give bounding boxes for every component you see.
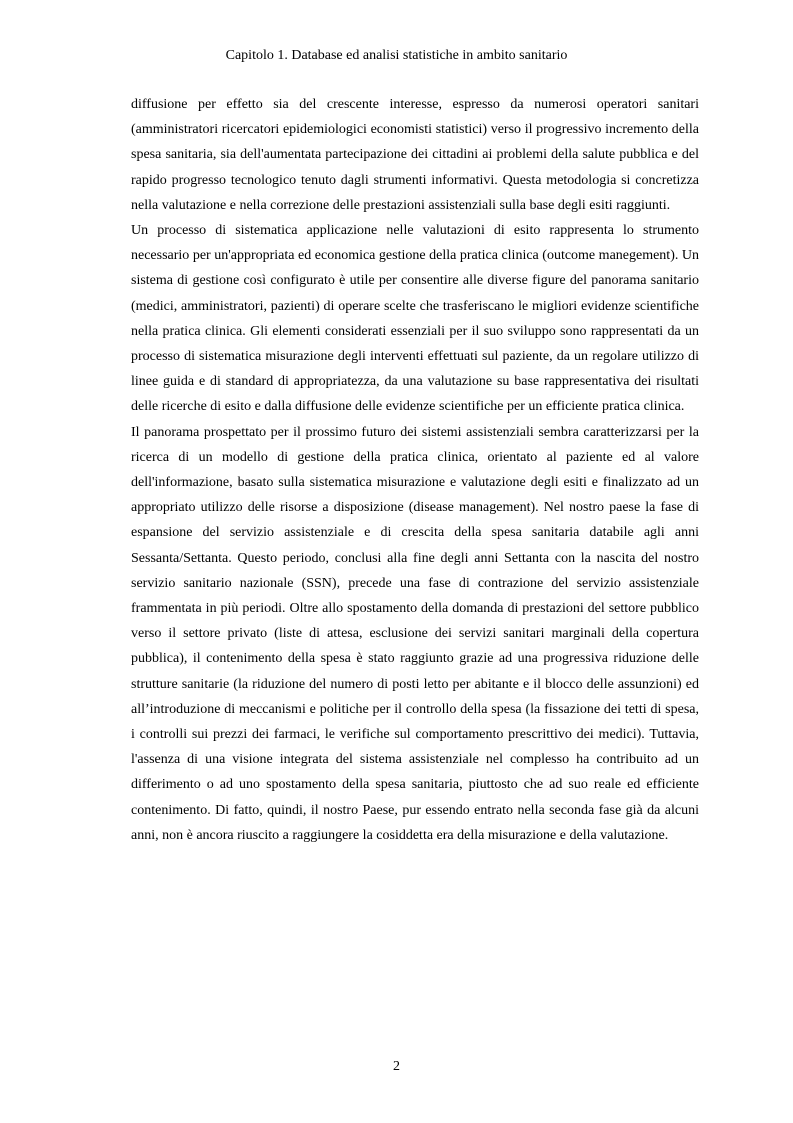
paragraph: Un processo di sistematica applicazione nelle valutazioni di esito rappresenta lo strumento necessario per un'appropriata ed economica gestione della pratica clinica (outcome manegement). Un sistema di gestione così configurato è utile per consentire alle diverse figure del panorama sanitario (medici, amministratori, pazienti) di operare scelte che trasferiscano le migliori evidenze scientifiche nella pratica clinica. Gli elementi considerati essenziali per il suo sviluppo sono rappresentati da un processo di sistematica misurazione degli interventi effettuati sul paziente, da un regolare utilizzo di linee guida e di standard di appropriatezza, da una valutazione su base rappresentativa dei risultati delle ricerche di esito e dalla diffusione delle evidenze scientifiche per un efficiente pratica clinica.	[131, 223, 699, 415]
paragraph: diffusione per effetto sia del crescente interesse, espresso da numerosi operatori sanitari (amministratori ricercatori epidemiologici economisti statistici) verso il progressivo incremento della spesa sanitaria, sia dell'aumentata partecipazione dei cittadini ai problemi della salute pubblica e del rapido progresso tecnologico tenuto dagli strumenti informativi. Questa metodologia si concretizza nella valutazione e nella correzione delle prestazioni assistenziali sulla base degli esiti raggiunti.	[131, 97, 699, 213]
running-header: Capitolo 1. Database ed analisi statistiche in ambito sanitario	[225, 48, 568, 63]
page-number: 2	[393, 1059, 400, 1074]
body-text	[131, 92, 699, 848]
paragraph: Il panorama prospettato per il prossimo futuro dei sistemi assistenziali sembra caratterizzarsi per la ricerca di un modello di gestione della pratica clinica, orientato al paziente ed al valore dell'informazione, basato sulla sistematica misurazione e valutazione degli esiti e finalizzato ad un appropriato utilizzo delle risorse a disposizione (disease management). Nel nostro paese la fase di espansione del servizio assistenziale e di crescita della spesa sanitaria databile agli anni Sessanta/Settanta. Questo periodo, conclusi alla fine degli anni Settanta con la nascita del nostro servizio sanitario nazionale (SSN), precede una fase di contrazione del servizio assistenziale frammentata in più periodi. Oltre allo spostamento della domanda di prestazioni del settore pubblico verso il settore privato (liste di attesa, esclusione dei servizi sanitari marginali della copertura pubblica), il contenimento della spesa è stato raggiunto grazie ad una progressiva riduzione delle strutture sanitarie (la riduzione del numero di posti letto per abitante e il blocco delle assunzioni) ed all’introduzione di meccanismi e politiche per il controllo della spesa (la fissazione dei tetti di spesa, i controlli sui prezzi dei farmaci, le verifiche sul comportamento prescrittivo dei medici). Tuttavia, l'assenza di una visione integrata del sistema assistenziale nel complesso ha contribuito ad un differimento o ad uno spostamento della spesa sanitaria, piuttosto che ad suo reale ed efficiente contenimento. Di fatto, quindi, il nostro Paese, pur essendo entrato nella seconda fase già da alcuni anni, non è ancora riuscito a raggiungere la cosiddetta era della misurazione e della valutazione.	[131, 424, 699, 843]
